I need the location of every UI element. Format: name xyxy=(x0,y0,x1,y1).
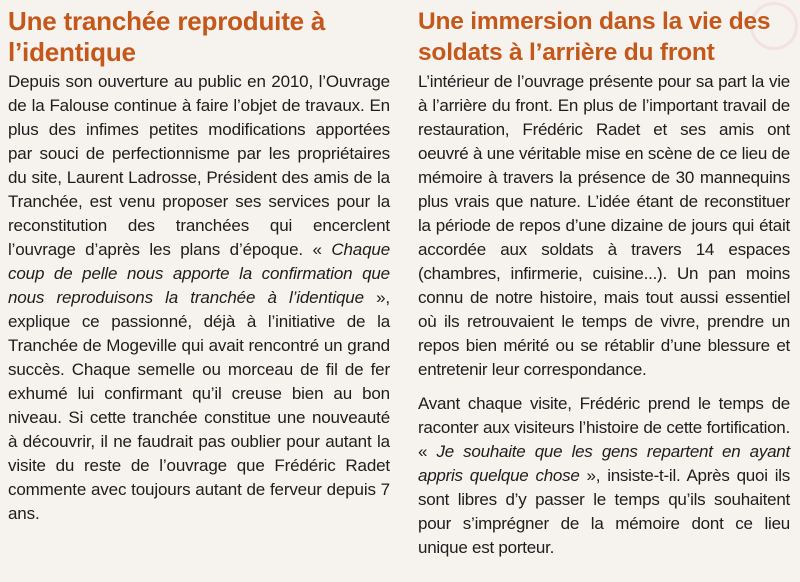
left-paragraph-intro: Depuis son ouverture au public en 2010, l’Ouvrage de la Falouse continue à faire l’objet de travaux. En plus des infimes petites modifications apportées par souci de perfectionnisme par les propriétaires du site, Laurent Ladrosse, Président des amis de la Tranchée, est venu proposer ses services pour la reconstitution des tranchées qui encerclent l’ouvrage d’après les plans d’époque. « xyxy=(8,72,390,259)
right-paragraph-2-intro: Avant chaque visite, Frédéric prend le temps de raconter aux visiteurs l’histoire de cette fortification. « xyxy=(418,394,790,461)
left-paragraph xyxy=(8,70,390,526)
left-quote: Chaque coup de pelle nous apporte la confirmation que nous reproduisons la tranchée à l’identique xyxy=(8,240,390,307)
right-column xyxy=(418,6,790,560)
right-heading: Une immersion dans la vie des soldats à l’arrière du front xyxy=(418,8,771,66)
left-heading: Une tranchée reproduite à l’identique xyxy=(8,6,326,67)
left-column xyxy=(8,6,390,526)
left-paragraph-rest: », explique ce passionné, déjà à l’initiative de la Tranchée de Mogeville qui avait rencontré un grand succès. Chaque semelle ou morceau de fil de fer exhumé lui confirmant qu’il creuse bien au bon niveau. Si cette tranchée constitue une nouveauté à découvrir, il ne faudrait pas oublier pour autant la visite du reste de l’ouvrage que Frédéric Radet commente avec toujours autant de ferveur depuis 7 ans. xyxy=(8,288,390,523)
right-paragraph-1: L’intérieur de l’ouvrage présente pour sa part la vie à l’arrière du front. En plus de l’important travail de restauration, Frédéric Radet et ses amis ont oeuvré à une véritable mise en scène de ce lieu de mémoire à travers la présence de 30 mannequins plus vrais que nature. L’idée étant de reconstituer la période de repos d’une dizaine de jours qui était accordée aux soldats à travers 14 espaces (chambres, infirmerie, cuisine...). Un pan moins connu de notre histoire, mais tout aussi essentiel où ils retrouvaient le temps de vivre, prendre un repos bien mérité ou se rétablir d’une blessure et entretenir leur correspondance. xyxy=(418,72,790,379)
right-quote: Je souhaite que les gens repartent en ayant appris quelque chose xyxy=(418,442,790,485)
right-paragraph-2-rest: », insiste-t-il. Après quoi ils sont libres d’y passer le temps qu’ils souhaitent pour s’imprégner de la mémoire dont ce lieu unique est porteur. xyxy=(418,466,790,557)
right-paragraph-2 xyxy=(418,392,790,560)
